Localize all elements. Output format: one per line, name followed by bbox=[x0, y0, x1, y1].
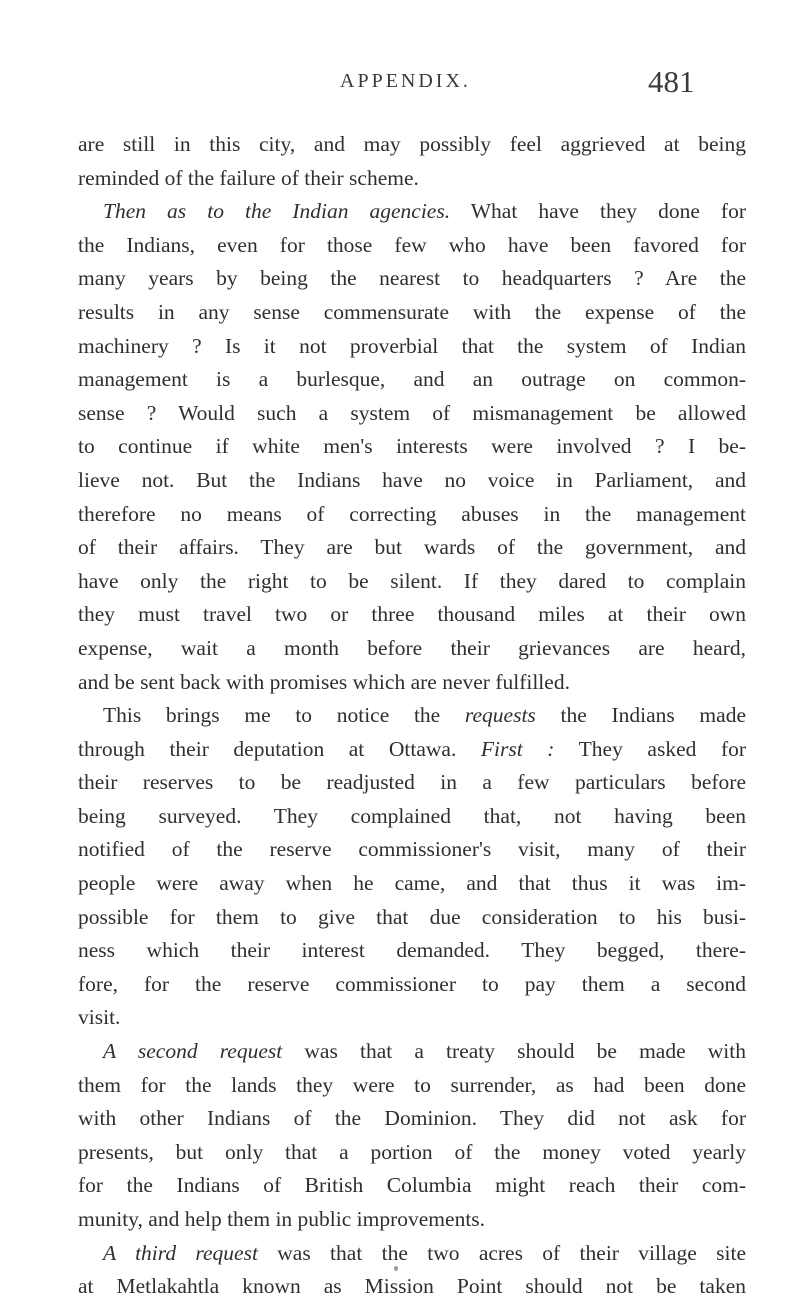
text-line bbox=[78, 531, 746, 565]
text-line bbox=[78, 1136, 746, 1170]
text-line bbox=[78, 397, 746, 431]
italic-text: requests bbox=[464, 703, 536, 728]
text-line bbox=[78, 330, 746, 364]
text-run: them for the lands they were to surrender, as had been done bbox=[78, 1072, 746, 1097]
text-run: possible for them to give that due consideration to his busi- bbox=[78, 904, 746, 929]
text-run: was that the two acres of their village site bbox=[257, 1240, 746, 1265]
text-run: machinery ? Is it not proverbial that the system of Indian bbox=[78, 333, 746, 358]
text-run: at Metlakahtla known as Mission Point should not be taken bbox=[78, 1274, 746, 1299]
text-run: being surveyed. They complained that, not having been bbox=[78, 803, 746, 828]
text-line bbox=[78, 464, 746, 498]
page-number: 481 bbox=[648, 64, 695, 99]
text-run: for the Indians of British Columbia might reach their com- bbox=[78, 1173, 746, 1198]
text-line bbox=[78, 1237, 746, 1271]
text-run: they must travel two or three thousand miles at their own bbox=[78, 602, 746, 627]
text-line bbox=[78, 1069, 746, 1103]
text-run: and be sent back with promises which are never fulfilled. bbox=[78, 669, 570, 694]
text-line bbox=[78, 934, 746, 968]
text-line bbox=[78, 598, 746, 632]
text-line bbox=[78, 699, 746, 733]
text-run: reminded of the failure of their scheme. bbox=[78, 165, 419, 190]
text-run: presents, but only that a portion of the money voted yearly bbox=[78, 1139, 746, 1164]
running-head-title: APPENDIX. bbox=[340, 70, 471, 92]
italic-text: A third request bbox=[103, 1240, 258, 1265]
text-run: was that a treaty should be made with bbox=[282, 1039, 746, 1064]
text-run: visit. bbox=[78, 1005, 121, 1030]
text-run: ness which their interest demanded. They begged, there- bbox=[78, 938, 746, 963]
text-line bbox=[78, 1270, 746, 1304]
body-text bbox=[78, 128, 746, 1304]
print-speck bbox=[394, 1266, 398, 1271]
text-line bbox=[78, 833, 746, 867]
text-run: people were away when he came, and that thus it was im- bbox=[78, 871, 746, 896]
text-line bbox=[78, 1102, 746, 1136]
text-run: through their deputation at Ottawa. bbox=[78, 736, 481, 761]
running-head bbox=[330, 64, 740, 104]
text-run: with other Indians of the Dominion. They did not ask for bbox=[78, 1106, 746, 1131]
text-run: therefore no means of correcting abuses in the management bbox=[78, 501, 746, 526]
text-line bbox=[78, 162, 746, 196]
text-line bbox=[78, 1169, 746, 1203]
text-run: fore, for the reserve commissioner to pay them a second bbox=[78, 971, 746, 996]
text-run: notified of the reserve commissioner's visit, many of their bbox=[78, 837, 746, 862]
text-run: They asked for bbox=[554, 736, 746, 761]
text-line bbox=[78, 128, 746, 162]
text-line bbox=[78, 666, 746, 700]
text-line bbox=[78, 800, 746, 834]
text-run: have only the right to be silent. If they dared to complain bbox=[78, 568, 746, 593]
text-line bbox=[78, 766, 746, 800]
text-line bbox=[78, 498, 746, 532]
text-line bbox=[78, 632, 746, 666]
text-line bbox=[78, 195, 746, 229]
text-run: of their affairs. They are but wards of the government, and bbox=[78, 535, 746, 560]
text-run: many years by being the nearest to headquarters ? Are the bbox=[78, 266, 746, 291]
text-line bbox=[78, 867, 746, 901]
text-run: lieve not. But the Indians have no voice in Parliament, and bbox=[78, 467, 746, 492]
text-run: What have they done for bbox=[450, 199, 746, 224]
text-run: their reserves to be readjusted in a few particulars before bbox=[78, 770, 746, 795]
text-line bbox=[78, 968, 746, 1002]
text-run: results in any sense commensurate with the expense of the bbox=[78, 299, 746, 324]
italic-text: First : bbox=[480, 736, 555, 761]
text-run: are still in this city, and may possibly feel aggrieved at being bbox=[78, 132, 746, 156]
text-line bbox=[78, 565, 746, 599]
text-line bbox=[78, 901, 746, 935]
text-line bbox=[78, 1203, 746, 1237]
text-run: expense, wait a month before their grievances are heard, bbox=[78, 635, 746, 660]
text-run: the Indians made bbox=[535, 703, 746, 728]
text-line bbox=[78, 430, 746, 464]
text-run: to continue if white men's interests were involved ? I be- bbox=[78, 434, 746, 459]
text-line bbox=[78, 229, 746, 263]
text-run: management is a burlesque, and an outrage on common- bbox=[78, 367, 746, 392]
text-run: sense ? Would such a system of mismanagement be allowed bbox=[78, 400, 746, 425]
text-line bbox=[78, 262, 746, 296]
italic-text: A second request bbox=[103, 1039, 283, 1064]
text-line bbox=[78, 1035, 746, 1069]
text-line bbox=[78, 363, 746, 397]
italic-text: Then as to the Indian agencies. bbox=[103, 199, 451, 224]
text-line bbox=[78, 733, 746, 767]
text-line bbox=[78, 296, 746, 330]
text-run: the Indians, even for those few who have been favored for bbox=[78, 232, 746, 257]
text-run: This brings me to notice the bbox=[103, 703, 465, 728]
text-run: munity, and help them in public improvements. bbox=[78, 1207, 486, 1231]
text-line bbox=[78, 1001, 746, 1035]
